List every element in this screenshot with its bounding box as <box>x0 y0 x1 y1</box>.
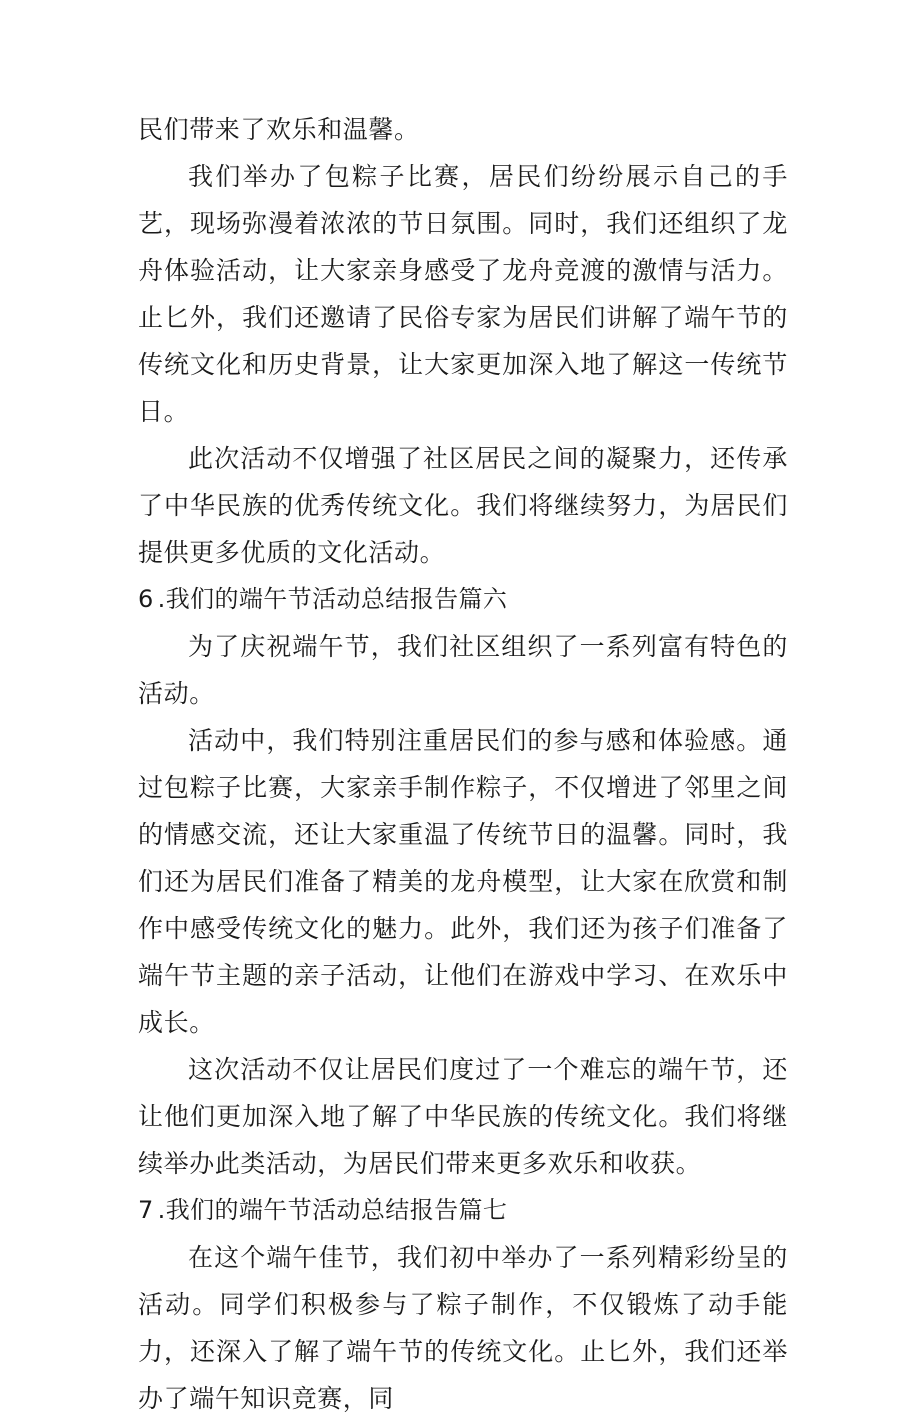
section-heading-6 <box>138 576 788 623</box>
section-title: .我们的端午节活动总结报告篇七 <box>157 1196 508 1224</box>
paragraph: 在这个端午佳节，我们初中举办了一系列精彩纷呈的活动。同学们积极参与了粽子制作，不仅锻炼了动手能力，还深入了解了端午节的传统文化。止匕外，我们还举办了端午知识竞赛，同 <box>138 1243 788 1413</box>
section-number: 6 <box>138 585 154 613</box>
paragraph: 这次活动不仅让居民们度过了一个难忘的端午节，还让他们更加深入地了解了中华民族的传统文化。我们将继续举办此类活动，为居民们带来更多欢乐和收获。 <box>138 1055 788 1178</box>
section-title: .我们的端午节活动总结报告篇六 <box>157 585 508 613</box>
section-heading-7 <box>138 1187 788 1234</box>
paragraph: 我们举办了包粽子比赛，居民们纷纷展示自己的手艺，现场弥漫着浓浓的节日氛围。同时，我们还组织了龙舟体验活动，让大家亲身感受了龙舟竞渡的激情与活力。止匕外，我们还邀请了民俗专家为居民们讲解了端午节的传统文化和历史背景，让大家更加深入地了解这一传统节日。 <box>138 162 788 426</box>
paragraph: 民们带来了欢乐和温馨。 <box>138 115 420 144</box>
paragraph: 为了庆祝端午节，我们社区组织了一系列富有特色的活动。 <box>138 632 788 708</box>
paragraph: 此次活动不仅增强了社区居民之间的凝聚力，还传承了中华民族的优秀传统文化。我们将继续努力，为居民们提供更多优质的文化活动。 <box>138 444 788 567</box>
document-body <box>138 106 788 1422</box>
paragraph: 活动中，我们特别注重居民们的参与感和体验感。通过包粽子比赛，大家亲手制作粽子，不仅增进了邻里之间的情感交流，还让大家重温了传统节日的温馨。同时，我们还为居民们准备了精美的龙舟模型，让大家在欣赏和制作中感受传统文化的魅力。此外，我们还为孩子们准备了端午节主题的亲子活动，让他们在游戏中学习、在欢乐中成长。 <box>138 726 788 1037</box>
section-number: 7 <box>138 1196 154 1224</box>
